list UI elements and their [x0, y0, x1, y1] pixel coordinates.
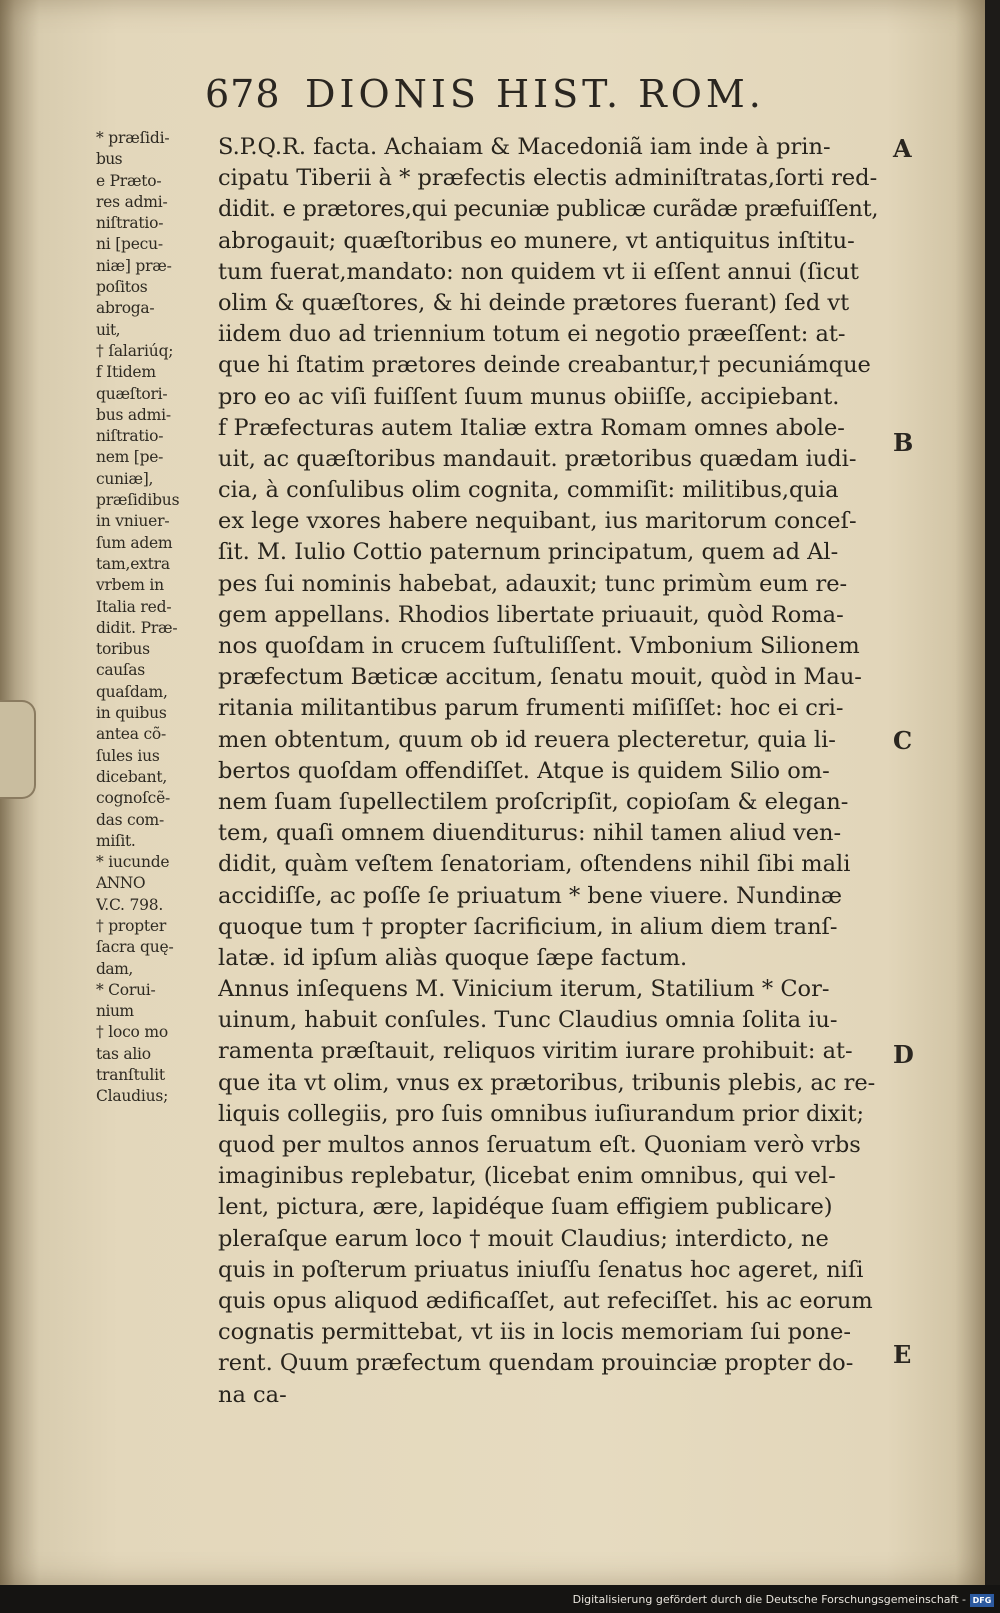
margin-note-line: Claudius; [96, 1087, 169, 1106]
text-line: gem appellans. Rhodios libertate priuauit, quòd Roma- [218, 601, 844, 628]
text-line: lent, pictura, ære, lapidéque ſuam effigiem publicare) [218, 1194, 833, 1221]
text-line: olim & quæſtores, & hi deinde prætores fuerant) ſed vt [218, 289, 850, 316]
margin-note-line: res admi- [96, 192, 168, 211]
text-line: cia, à conſulibus olim cognita, commiſit: militibus,quia [218, 477, 839, 504]
margin-note-line: * Corui- [96, 980, 156, 999]
margin-note-line: didit. Præ- [96, 618, 178, 637]
margin-note-line: toribus [96, 640, 150, 659]
margin-note-line: ſules ius [96, 746, 160, 765]
margin-note-line: nem [pe- [96, 448, 164, 467]
text-line: liquis collegiis, pro ſuis omnibus iuſiurandum prior dixit; [218, 1100, 865, 1127]
text-line: S.P.Q.R. facta. Achaiam & Macedoniã iam inde à prin- [218, 134, 831, 160]
margin-note-line: poſitos [96, 278, 148, 297]
section-letter-d: D [893, 1040, 914, 1069]
funding-credit: Digitalisierung gefördert durch die Deutsche Forschungsgemeinschaft - [572, 1593, 966, 1606]
text-line: Annus inſequens M. Vinicium iterum, Statilium * Cor- [218, 976, 830, 1003]
text-line: que hi ſtatim prætores deinde creabantur,† pecuniámque [218, 352, 871, 379]
margin-note-line: † propter [96, 916, 167, 935]
page-number: 678 [205, 72, 281, 116]
margin-note-line: in vniuer- [96, 512, 170, 531]
text-line: pro eo ac viſi fuiſſent ſuum munus obiiſſe, accipiebant. [218, 383, 840, 410]
dfg-logo: DFG [970, 1594, 994, 1607]
text-line: iidem duo ad triennium totum ei negotio præeſſent: at- [218, 321, 846, 348]
margin-note-line: ANNO [96, 874, 146, 893]
main-text [218, 132, 878, 1411]
margin-note-line: tam,extra [96, 554, 170, 573]
text-line: na ca- [218, 1381, 287, 1408]
margin-note-line: V.C. 798. [96, 895, 164, 914]
text-line: imaginibus replebatur, (licebat enim omnibus, qui vel- [218, 1163, 836, 1190]
text-line: accidiſſe, ac poſſe ſe priuatum * bene viuere. Nundinæ [218, 882, 843, 909]
margin-note-line: quæſtori- [96, 384, 168, 403]
margin-note-line: ni [pecu- [96, 235, 163, 254]
text-line: uinum, habuit conſules. Tunc Claudius omnia ſolita iu- [218, 1007, 838, 1034]
section-letter-a: A [893, 134, 912, 163]
margin-note-line: dam, [96, 959, 133, 978]
margin-note-line: bus [96, 150, 122, 169]
margin-note-line: e Prætο- [96, 171, 162, 190]
margin-note-line: quaſdam, [96, 682, 168, 701]
text-line: tem, quaſi omnem diuenditurus: nihil tamen aliud ven- [218, 820, 842, 847]
footer-bar [0, 1585, 1000, 1613]
margin-note-line: f Itidem [96, 363, 156, 382]
running-title: DIONIS HIST. ROM. [305, 72, 765, 116]
text-line: cognatis permittebat, vt iis in locis memoriam ſui pone- [218, 1319, 851, 1346]
text-line: latæ. id ipſum aliàs quoque ſæpe factum. [218, 944, 688, 971]
text-line: quod per multos annos ſeruatum eſt. Quoniam verò vrbs [218, 1132, 861, 1158]
margin-notes [96, 128, 216, 1108]
section-letter-b: B [893, 428, 914, 457]
margin-note-line: ſum adem [96, 533, 173, 552]
text-line: ramenta præſtauit, reliquos viritim iurare prohibuit: at- [218, 1038, 853, 1065]
margin-note-line: † loco mo [96, 1023, 168, 1042]
margin-note-line: tas alio [96, 1044, 151, 1063]
text-line: men obtentum, quum ob id reuera plecteretur, quia li- [218, 726, 836, 753]
margin-note-line: miſit. [96, 831, 136, 850]
text-line: ſit. M. Iulio Cottio paternum principatum, quem ad Al- [218, 539, 839, 566]
text-line: præfectum Bæticæ accitum, ſenatu mouit, quòd in Mau- [218, 664, 862, 691]
margin-note-line: niæ] præ- [96, 256, 172, 275]
text-line: bertos quoſdam offendiſſet. Atque is quidem Silio om- [218, 757, 830, 784]
margin-note-line: cauſas [96, 661, 145, 680]
margin-note-line: in quibus [96, 704, 167, 723]
margin-note-line: niſtratio- [96, 427, 164, 446]
margin-note-line: abroga- [96, 299, 155, 318]
margin-note-line: * præſidi- [96, 129, 170, 147]
text-line: nem ſuam ſupellectilem proſcripſit, copioſam & elegan- [218, 788, 849, 815]
margin-note-line: uit, [96, 320, 121, 339]
text-line: tum fuerat,mandato: non quidem vt ii eſſent annui (ſicut [218, 258, 859, 285]
text-line: abrogauit; quæſtoribus eo munere, vt antiquitus inſtitu- [218, 227, 855, 254]
margin-note-line: bus admi- [96, 405, 171, 424]
text-line: que ita vt olim, vnus ex prætoribus, tribunis plebis, ac re- [218, 1069, 876, 1096]
margin-note-line: † ſalariúq; [96, 341, 174, 360]
text-line: ex lege vxores habere nequibant, ius maritorum conceſ- [218, 508, 857, 535]
text-line: uit, ac quæſtoribus mandauit. prætoribus quædam iudi- [218, 445, 857, 472]
text-line: pleraſque earum loco † mouit Claudius; interdicto, ne [218, 1225, 829, 1252]
margin-note-line: cognoſcẽ- [96, 789, 171, 808]
margin-note-line: * iucunde [96, 853, 170, 872]
margin-note-line: nium [96, 1002, 134, 1021]
margin-note-line: tranſtulit [96, 1066, 165, 1085]
text-line: quis opus aliquod ædificaſſet, aut refeciſſet. his ac eorum [218, 1287, 873, 1314]
text-line: didit, quàm veſtem ſenatoriam, oſtendens nihil ſibi mali [218, 851, 851, 878]
margin-note-line: ſacra quę- [96, 938, 174, 957]
margin-note-line: antea cõ- [96, 725, 167, 744]
margin-note-line: niſtratio- [96, 214, 164, 233]
text-line: cipatu Tiberii à * præfectis electis adminiſtratas,ſorti red- [218, 165, 878, 192]
margin-note-line: das com- [96, 810, 164, 829]
running-header [205, 72, 805, 124]
text-line: ritania militantibus parum frumenti miſiſſet: hoc ei cri- [218, 695, 844, 722]
margin-note-line: præſidibus [96, 491, 180, 510]
text-line: quis in poſterum priuatus iniuſſu ſenatus hoc ageret, niſi [218, 1256, 864, 1283]
margin-note-line: vrbem in [96, 576, 164, 595]
text-line: didit. e prætores,qui pecuniæ publicæ curãdæ præfuiſſent, [218, 196, 878, 223]
text-line: rent. Quum præfectum quendam prouinciæ propter do- [218, 1350, 854, 1377]
text-line: pes ſui nominis habebat, adauxit; tunc primùm eum re- [218, 570, 848, 597]
margin-note-line: Italia red- [96, 597, 172, 616]
margin-note-line: dicebant, [96, 767, 168, 786]
margin-note-line: cuniæ], [96, 469, 154, 488]
section-letter-c: C [893, 726, 913, 755]
text-line: f Præfecturas autem Italiæ extra Romam omnes abole- [218, 414, 845, 441]
text-line: nos quoſdam in crucem ſuſtuliſſent. Vmbonium Silionem [218, 633, 860, 659]
text-line: quoque tum † propter ſacrificium, in alium diem tranſ- [218, 913, 838, 940]
page-clip [0, 700, 36, 799]
section-letter-e: E [893, 1340, 912, 1369]
